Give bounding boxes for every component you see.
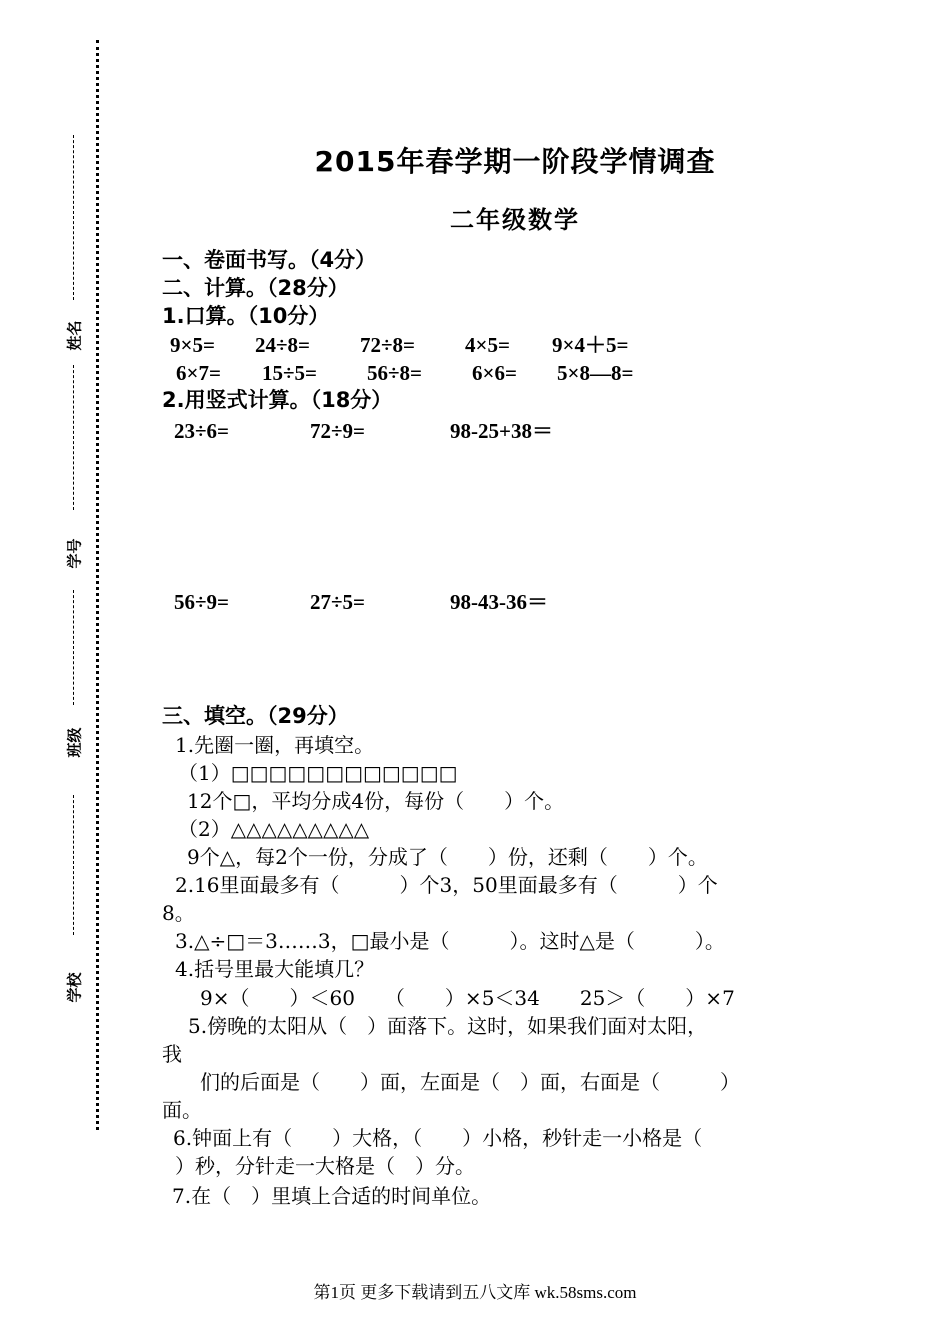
fill-in-line: 2.16里面最多有（ ）个3，50里面最多有（ ）个 <box>175 873 718 897</box>
class-blank-line <box>73 590 74 705</box>
vertical-problem: 72÷9= <box>310 419 365 443</box>
name-label: 姓名 <box>65 320 84 351</box>
oral-problem: 72÷8= <box>360 333 415 357</box>
page-subtitle: 二年级数学 <box>450 206 580 234</box>
school-blank-line <box>73 795 74 935</box>
vertical-calc-heading: 2.用竖式计算。（18分） <box>162 388 393 412</box>
fill-in-line: 3.△÷□＝3……3，□最小是（ ）。这时△是（ ）。 <box>175 929 725 953</box>
oral-problem: 6×6= <box>472 361 517 385</box>
oral-problem: 4×5= <box>465 333 510 357</box>
section3-heading: 三、填空。（29分） <box>162 704 349 728</box>
vertical-problem: 98-43-36＝ <box>450 590 548 614</box>
oral-problem: 15÷5= <box>262 361 317 385</box>
class-label: 班级 <box>65 727 84 758</box>
fill-in-line: 9个△，每2个一份，分成了（ ）份，还剩（ ）个。 <box>187 845 708 869</box>
oral-problem: 9×5= <box>170 333 215 357</box>
fill-in-line: 1.先圈一圈，再填空。 <box>175 733 375 757</box>
oral-problem: 6×7= <box>176 361 221 385</box>
vertical-problem: 27÷5= <box>310 590 365 614</box>
fill-in-line: （1）□□□□□□□□□□□□ <box>178 761 458 785</box>
fill-in-line: 9×（ ）＜60 （ ）×5＜34 25＞（ ）×7 <box>200 986 735 1010</box>
oral-problem: 9×4＋5= <box>552 333 629 357</box>
page-footer: 第1页 更多下载请到五八文库 wk.58sms.com <box>313 1283 637 1302</box>
fill-in-line: 4.括号里最大能填几？ <box>175 957 375 981</box>
name-blank-line <box>73 135 74 300</box>
fill-in-line: 面。 <box>162 1098 202 1122</box>
section2-heading: 二、计算。（28分） <box>162 276 349 300</box>
fill-in-line: 12个□，平均分成4份，每份（ ）个。 <box>187 789 565 813</box>
vertical-problem: 23÷6= <box>174 419 229 443</box>
fill-in-line: 5.傍晚的太阳从（ ）面落下。这时，如果我们面对太阳， <box>188 1014 708 1038</box>
vertical-problem: 98-25+38＝ <box>450 419 553 443</box>
fill-in-line: 我 <box>162 1042 182 1066</box>
fill-in-line: （2）△△△△△△△△△ <box>178 817 370 841</box>
page-title: 2015年春学期一阶段学情调查 <box>314 145 716 178</box>
student-number-label: 学号 <box>65 538 84 569</box>
oral-problem: 5×8—8= <box>557 361 634 385</box>
fill-in-line: 7.在（ ）里填上合适的时间单位。 <box>172 1184 492 1208</box>
fill-in-line: ）秒，分针走一大格是（ ）分。 <box>175 1154 475 1178</box>
fill-in-line: 6.钟面上有（ ）大格，（ ）小格，秒针走一小格是（ <box>173 1126 703 1150</box>
school-label: 学校 <box>65 972 84 1003</box>
fill-in-line: 们的后面是（ ）面，左面是（ ）面，右面是（ ） <box>200 1070 740 1094</box>
fill-in-line: 8。 <box>162 901 195 925</box>
number-blank-line <box>73 365 74 510</box>
vertical-problem: 56÷9= <box>174 590 229 614</box>
oral-problem: 24÷8= <box>255 333 310 357</box>
oral-calc-heading: 1.口算。（10分） <box>162 304 330 328</box>
section1-heading: 一、卷面书写。（4分） <box>162 248 377 272</box>
binding-dotted-line <box>96 40 99 1130</box>
oral-problem: 56÷8= <box>367 361 422 385</box>
